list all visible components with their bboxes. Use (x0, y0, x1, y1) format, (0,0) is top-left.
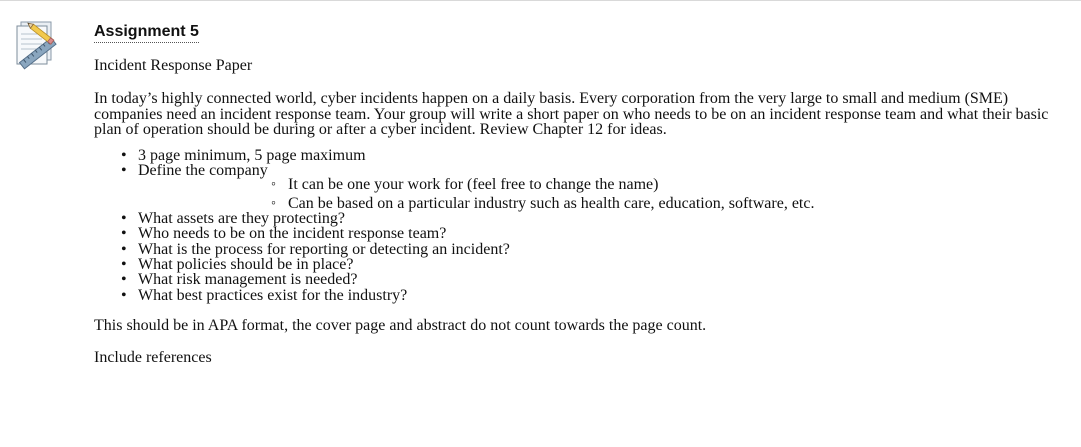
list-item: • 3 page minimum, 5 page maximum (138, 148, 1069, 163)
format-note: This should be in APA format, the cover page and abstract do not count towards the page count. (94, 316, 707, 334)
list-item: • What assets are they protecting? (138, 211, 1069, 226)
requirements-list (94, 148, 1069, 303)
references-note: Include references (94, 348, 212, 366)
list-item-label: Define the company (138, 161, 268, 179)
list-item: • Who needs to be on the incident response team? (138, 226, 1069, 241)
assignment-content (94, 22, 1069, 367)
assignment-intro: In today’s highly connected world, cyber incidents happen on a daily basis. Every corporation from the very large to small and medium (SME) companies need an incident response team. Your group will write a short paper on who needs to be on an incident response team and what their basic plan of operation should be during or after a cyber incident. Review Chapter 12 for ideas. (94, 90, 1049, 138)
company-details-list (138, 176, 1069, 213)
list-item: • What policies should be in place? (138, 257, 1069, 272)
assignment-subtitle: Incident Response Paper (94, 57, 253, 74)
list-item: • What is the process for reporting or detecting an incident? (138, 242, 1069, 257)
assignment-title-link[interactable]: Assignment 5 (94, 22, 199, 43)
list-item: • What risk management is needed? (138, 272, 1069, 287)
top-divider (0, 0, 1081, 1)
sub-list-item: ◦ It can be one your work for (feel free to change the name) (288, 176, 1069, 195)
list-item (138, 163, 1069, 213)
assignment-icon (15, 20, 59, 70)
list-item: • What best practices exist for the industry? (138, 288, 1069, 303)
sub-list-item: ◦ Can be based on a particular industry such as health care, education, software, etc. (288, 195, 1069, 214)
